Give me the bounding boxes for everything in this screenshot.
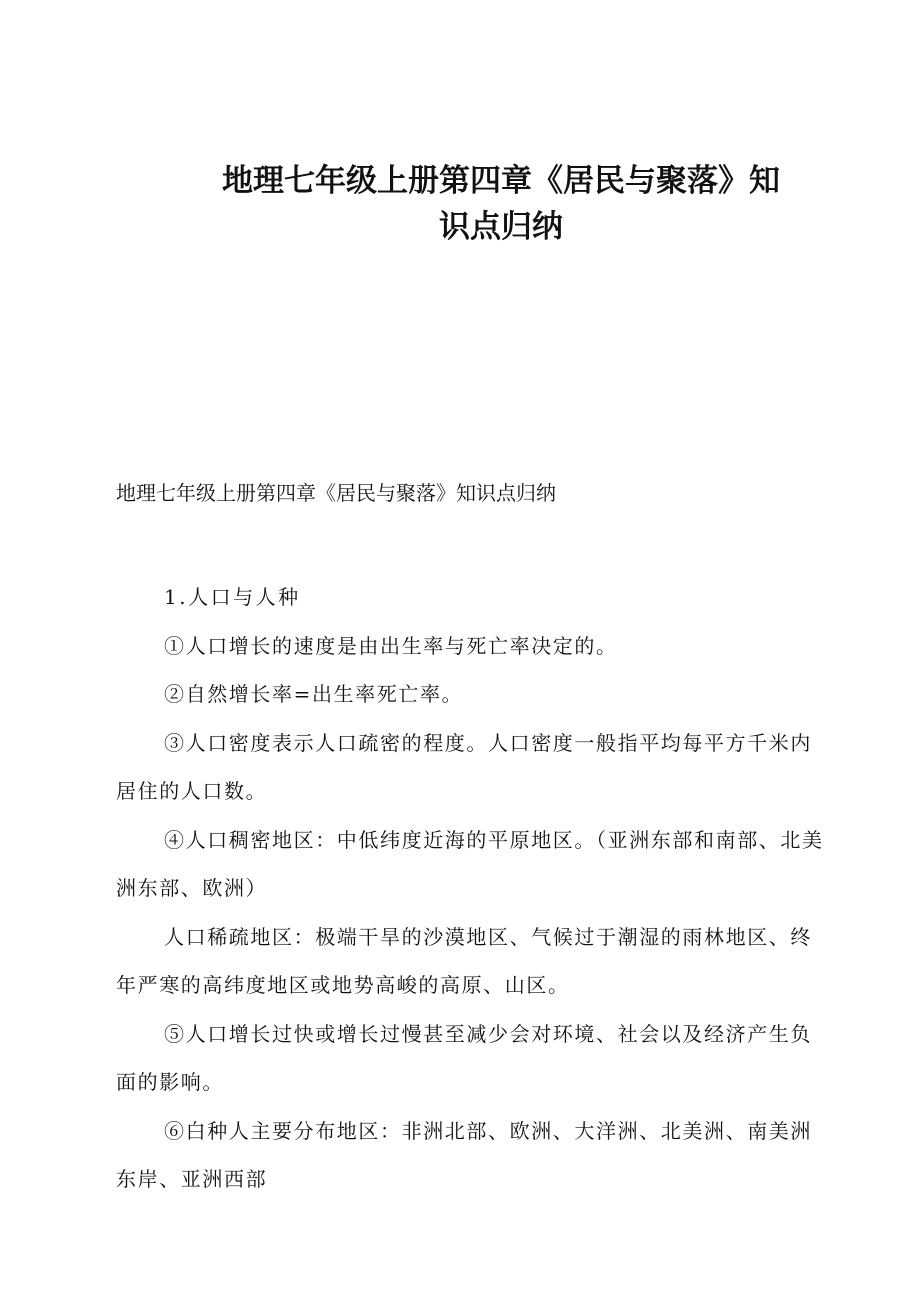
paragraph-6: ⑤人口增长过快或增长过慢甚至减少会对环境、社会以及经济产生负面的影响。 (116, 1021, 812, 1094)
paragraph-2: ②自然增长率=出生率死亡率。 (164, 682, 464, 706)
page-title (186, 158, 816, 250)
paragraph-4: ④人口稠密地区：中低纬度近海的平原地区。（亚洲东部和南部、北美洲东部、欧洲） (116, 827, 824, 900)
paragraph-7: ⑥白种人主要分布地区：非洲北部、欧洲、大洋洲、北美洲、南美洲东岸、亚洲西部 (116, 1118, 812, 1191)
page-title-line-2: 识点归纳 (439, 209, 563, 245)
section-heading: 1.人口与人种 (164, 585, 301, 609)
paragraph-5: 人口稀疏地区：极端干旱的沙漠地区、气候过于潮湿的雨林地区、终年严寒的高纬度地区或地势高峻的高原、山区。 (116, 924, 812, 997)
document-subtitle: 地理七年级上册第四章《居民与聚落》知识点归纳 (116, 481, 556, 505)
page-title-line-1: 地理七年级上册第四章《居民与聚落》知 (222, 163, 780, 199)
paragraph-1: ①人口增长的速度是由出生率与死亡率决定的。 (164, 633, 618, 658)
document-body (116, 573, 826, 1204)
paragraph-3: ③人口密度表示人口疏密的程度。人口密度一般指平均每平方千米内居住的人口数。 (116, 730, 812, 803)
